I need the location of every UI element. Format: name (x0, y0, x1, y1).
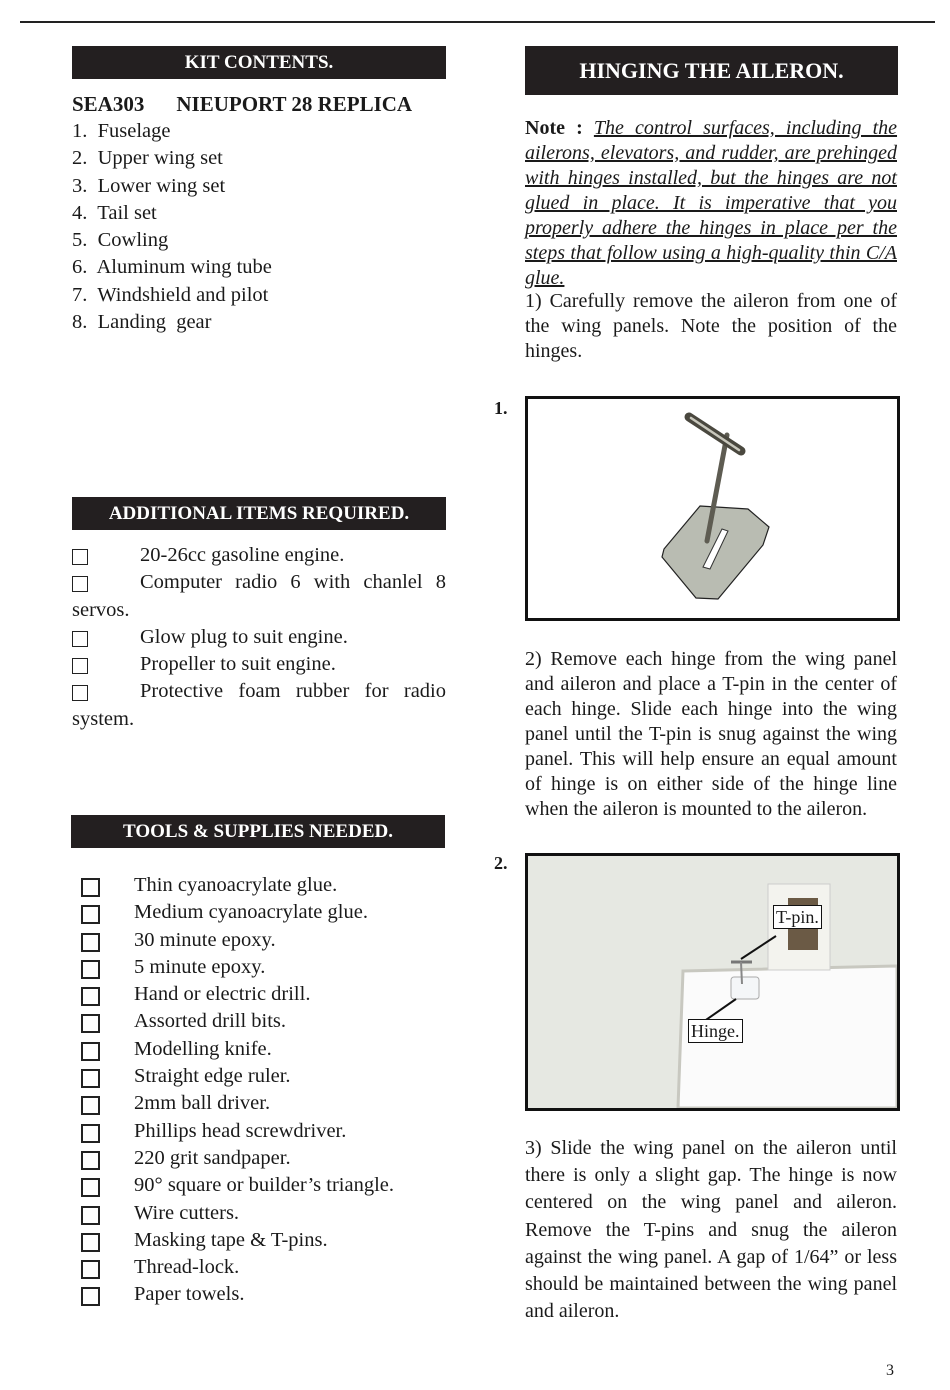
list-item (72, 542, 446, 569)
item-label: 2. Upper wing set (72, 147, 223, 170)
checkbox-icon[interactable] (81, 878, 100, 897)
checkbox-icon[interactable] (81, 1260, 100, 1279)
kit-model-title (72, 92, 444, 117)
checkbox-icon[interactable] (81, 960, 100, 979)
item-label: Masking tape & T-pins. (134, 1228, 328, 1251)
checkbox-icon[interactable] (81, 1042, 100, 1061)
kit-contents-list (72, 118, 272, 336)
list-item (72, 981, 446, 1008)
item-label: Phillips head screwdriver. (134, 1119, 347, 1142)
item-label: Assorted drill bits. (134, 1010, 287, 1033)
item-label: 90° square or builder’s triangle. (134, 1174, 395, 1197)
hinging-header: HINGING THE AILERON. (525, 46, 898, 95)
item-label: 30 minute epoxy. (134, 928, 276, 951)
checkbox-icon[interactable] (72, 549, 88, 565)
checkbox-icon[interactable] (81, 1069, 100, 1088)
item-label: 8. Landing gear (72, 311, 212, 334)
item-label: Computer radio 6 with chanlel 8 servos. (72, 571, 446, 621)
checkbox-icon[interactable] (81, 905, 100, 924)
list-item (72, 872, 446, 899)
item-label: Straight edge ruler. (134, 1065, 291, 1088)
checkbox-icon[interactable] (81, 1151, 100, 1170)
page-number: 3 (886, 1362, 894, 1379)
item-label: 5. Cowling (72, 229, 169, 252)
kit-contents-header: KIT CONTENTS. (72, 46, 446, 79)
additional-items-list (72, 542, 446, 733)
item-label: 3. Lower wing set (72, 174, 226, 197)
note-text: The control surfaces, including the ailerons, elevators, and rudder, are prehinged with hinges installed, but the hinges are not glued in place. It is imperative that you properly adhere the hinges in place per the steps that follow using a high-quality thin C/A glue. (525, 117, 898, 289)
note-label: Note : (525, 117, 583, 139)
checkbox-icon[interactable] (81, 1096, 100, 1115)
model-name: NIEUPORT 28 REPLICA (176, 92, 413, 116)
list-item (72, 927, 446, 954)
list-item (72, 1145, 446, 1172)
list-item (72, 678, 446, 733)
checkbox-icon[interactable] (72, 576, 88, 592)
item-label: 1. Fuselage (72, 120, 171, 142)
checkbox-icon[interactable] (72, 685, 88, 701)
item-label: 2mm ball driver. (134, 1092, 271, 1115)
note-paragraph (525, 116, 897, 291)
hinge-tpin-illustration (528, 399, 897, 618)
item-label: Paper towels. (134, 1283, 245, 1306)
item-label: Wire cutters. (134, 1201, 240, 1224)
item-label: Thread-lock. (134, 1256, 240, 1279)
figure-2-number: 2. (494, 853, 508, 873)
list-item (72, 1090, 446, 1117)
list-item (72, 1172, 446, 1199)
item-label: Hand or electric drill. (134, 983, 311, 1006)
figure-1-number: 1. (494, 398, 508, 418)
checkbox-icon[interactable] (72, 658, 88, 674)
item-label: 5 minute epoxy. (134, 955, 266, 978)
list-item (72, 1063, 446, 1090)
list-item (72, 200, 272, 227)
list-item (72, 1118, 446, 1145)
list-item (72, 145, 272, 172)
figure-1-hinge-illustration (525, 396, 900, 621)
additional-items-header: ADDITIONAL ITEMS REQUIRED. (72, 497, 446, 530)
item-label: Glow plug to suit engine. (140, 625, 348, 648)
item-label: 4. Tail set (72, 201, 157, 224)
list-item (72, 1254, 446, 1281)
list-item (72, 1281, 446, 1308)
list-item (72, 282, 272, 309)
checkbox-icon[interactable] (81, 1233, 100, 1252)
item-label: 7. Windshield and pilot (72, 283, 269, 306)
checkbox-icon[interactable] (81, 1206, 100, 1225)
item-label: Protective foam rubber for radio system. (72, 680, 446, 730)
checkbox-icon[interactable] (81, 1287, 100, 1306)
checkbox-icon[interactable] (81, 1124, 100, 1143)
tools-list (72, 872, 446, 1309)
item-label: Modelling knife. (134, 1037, 272, 1060)
tools-supplies-header: TOOLS & SUPPLIES NEEDED. (71, 815, 445, 848)
tpin-label: T-pin. (773, 905, 822, 929)
list-item (72, 227, 272, 254)
checkbox-icon[interactable] (81, 987, 100, 1006)
checkbox-icon[interactable] (81, 1178, 100, 1197)
checkbox-icon[interactable] (72, 631, 88, 647)
list-item (72, 624, 446, 651)
step-2-text: 2) Remove each hinge from the wing panel and aileron and place a T-pin in the center of each hinge. Slide each hinge into the wing panel until the T-pin is snug against the wing panel. This will help ensure an equal amount of hinge is on either side of the hinge line when the aileron is mounted to the aileron. (525, 648, 897, 820)
list-item (72, 651, 446, 678)
item-label: Medium cyanoacrylate glue. (134, 901, 368, 924)
wing-panel-photo (528, 856, 897, 1108)
checkbox-icon[interactable] (81, 1014, 100, 1033)
hinge-label: Hinge. (688, 1019, 743, 1043)
list-item (72, 309, 272, 336)
figure-2-hinge-photo (525, 853, 900, 1111)
item-label: 20-26cc gasoline engine. (140, 544, 345, 566)
top-rule (20, 21, 935, 23)
list-item (72, 899, 446, 926)
item-label: 6. Aluminum wing tube (72, 256, 272, 279)
list-item (72, 1036, 446, 1063)
list-item (72, 173, 272, 200)
list-item (72, 1227, 446, 1254)
checkbox-icon[interactable] (81, 933, 100, 952)
item-label: Thin cyanoacrylate glue. (134, 874, 338, 896)
step-3-text: 3) Slide the wing panel on the aileron until there is only a slight gap. The hinge is now centered on the wing panel and aileron. Remove the T-pins and snug the aileron against the wing panel. A gap of 1/64” or less should be maintained between the wing panel and aileron. (525, 1137, 897, 1323)
list-item (72, 1008, 446, 1035)
list-item (72, 254, 272, 281)
list-item (72, 954, 446, 981)
list-item (72, 118, 272, 145)
model-code: SEA303 (72, 92, 145, 116)
item-label: Propeller to suit engine. (140, 653, 336, 676)
step-1-text: 1) Carefully remove the aileron from one of the wing panels. Note the position of the hinges. (525, 290, 897, 362)
item-label: 220 grit sandpaper. (134, 1146, 291, 1169)
list-item (72, 569, 446, 624)
list-item (72, 1200, 446, 1227)
